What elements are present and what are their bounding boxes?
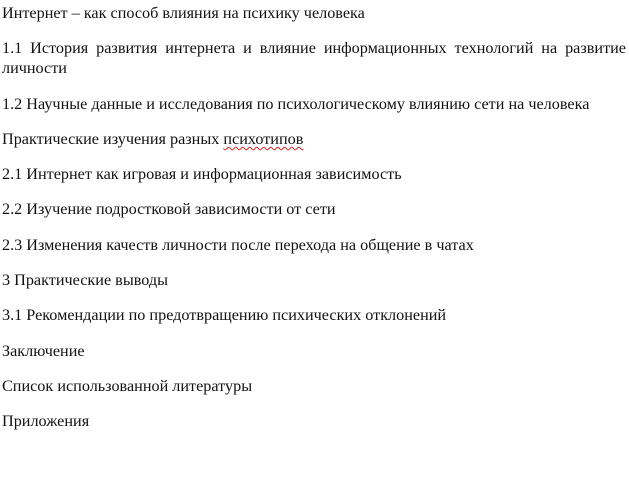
toc-section-1-title[interactable]: Интернет – как способ влияния на психику человека (2, 4, 365, 22)
toc-item-2-2[interactable]: 2.2 Изучение подростковой зависимости от сети (2, 200, 336, 219)
toc-conclusion[interactable]: Заключение (2, 341, 85, 360)
toc-item-2-3[interactable]: 2.3 Изменения качеств личности после перехода на общение в чатах (2, 235, 474, 254)
toc-item-3-1[interactable]: 3.1 Рекомендации по предотвращению психических отклонений (2, 306, 447, 325)
toc-section-2-title-text: Практические изучения разных (2, 129, 224, 148)
document-body (2, 3, 626, 447)
toc-item-1-2[interactable]: 1.2 Научные данные и исследования по психологическому влиянию сети на человека (2, 94, 590, 113)
toc-item-2-1[interactable]: 2.1 Интернет как игровая и информационная зависимость (2, 165, 402, 184)
toc-section-2-title[interactable] (2, 129, 626, 149)
toc-appendices[interactable]: Приложения (2, 412, 90, 431)
toc-item-1-1[interactable]: 1.1 История развития интернета и влияние информационных технологий на развитие личности (2, 39, 626, 78)
spellcheck-flagged-word[interactable]: психотипов (223, 129, 304, 148)
toc-references[interactable]: Список использованной литературы (2, 376, 253, 395)
toc-section-3-title[interactable]: 3 Практические выводы (2, 271, 168, 290)
